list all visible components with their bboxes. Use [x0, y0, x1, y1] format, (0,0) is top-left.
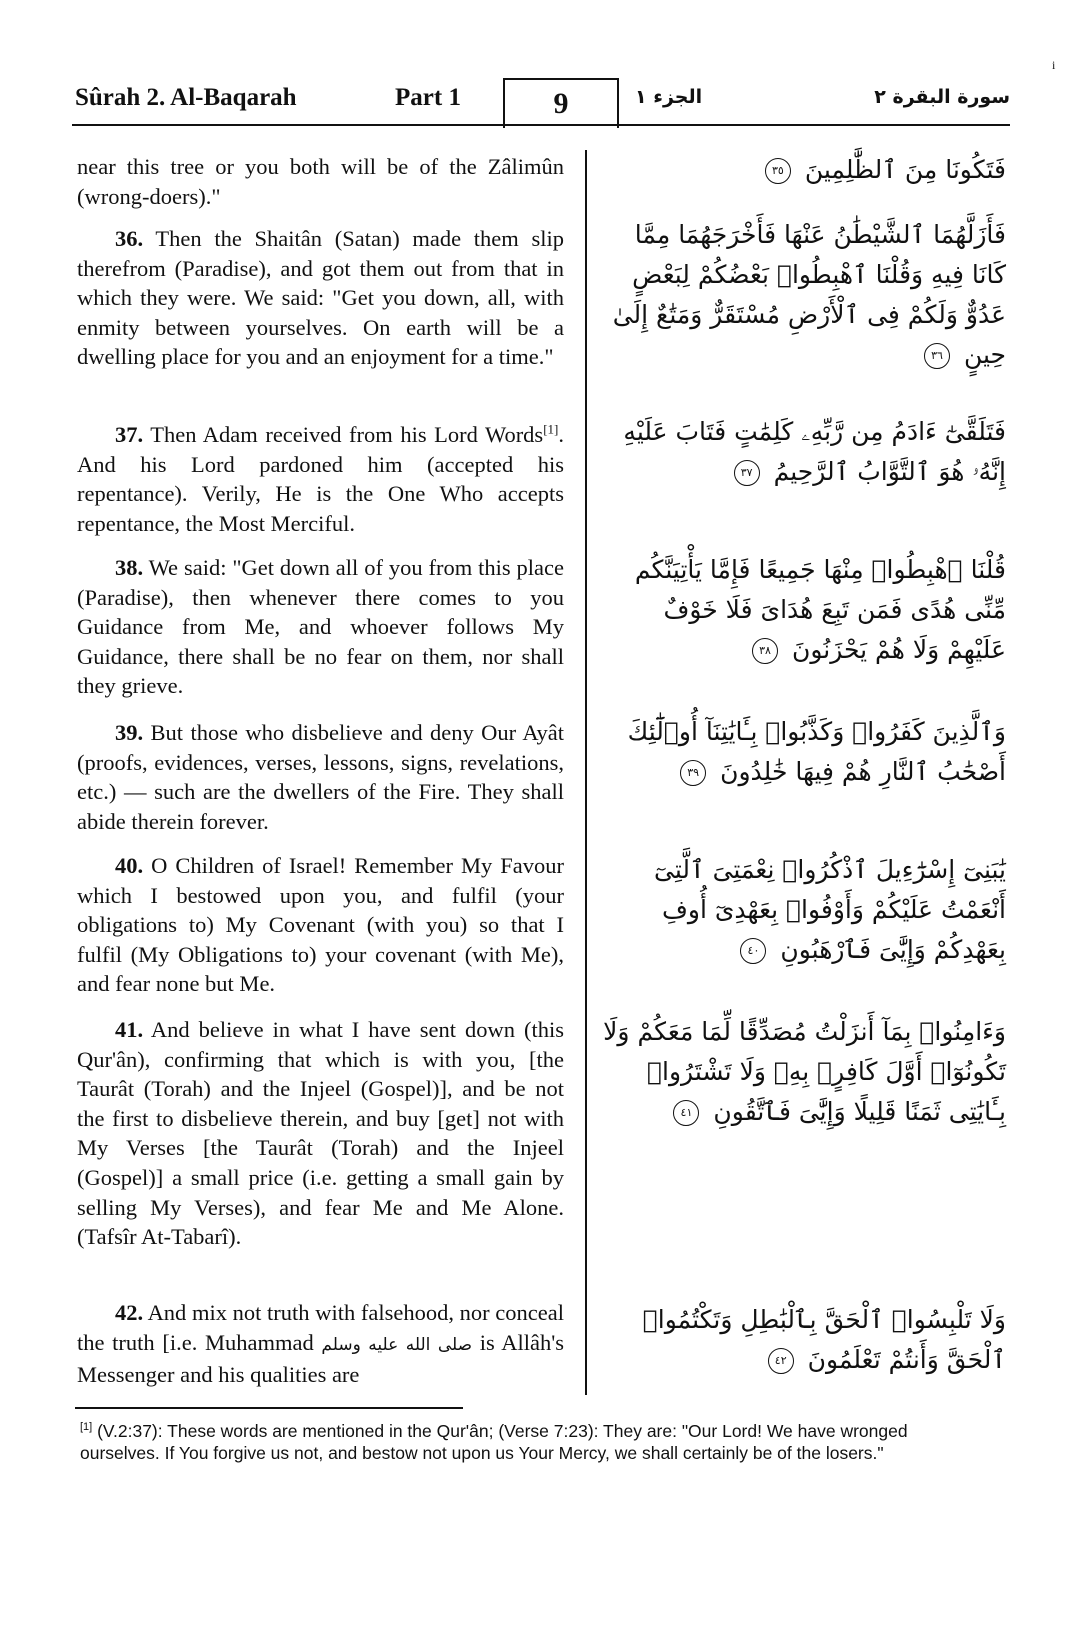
verse-39-ar: [602, 712, 1006, 792]
arabic-text: وَءَامِنُوا۟ بِمَآ أَنزَلْتُ مُصَدِّقًا لِّمَا مَعَكُمْ وَلَا تَكُونُوٓا۟ أَوَّلَ كَافِرٍۭ بِهِۦ وَلَا تَشْتَرُوا۟ بِـَٔايَٰتِى ثَمَنًا قَلِيلًا وَإِيَّٰىَ فَٱتَّقُونِ: [603, 1017, 1006, 1126]
verse-38-en: [77, 553, 564, 701]
verse-end-marker: ٣٦: [924, 343, 950, 369]
page-header: [75, 72, 1010, 127]
column-divider: [585, 150, 587, 1395]
verse-40-en: [77, 851, 564, 999]
verse-35-en: [77, 152, 564, 211]
verse-number: 36.: [115, 226, 144, 251]
corner-mark: i: [1052, 58, 1056, 72]
verse-number: 38.: [115, 555, 144, 580]
arabic-text: وَٱلَّذِينَ كَفَرُوا۟ وَكَذَّبُوا۟ بِـَٔايَٰتِنَآ أُو۟لَٰٓئِكَ أَصْحَٰبُ ٱلنَّارِ هُمْ فِيهَا خَٰلِدُونَ: [627, 717, 1006, 786]
verse-number: 42.: [115, 1300, 144, 1325]
verse-40-ar: [602, 850, 1006, 970]
verse-end-marker: ٤٠: [740, 938, 766, 964]
verse-end-marker: ٣٩: [680, 760, 706, 786]
verse-end-marker: ٤٢: [768, 1348, 794, 1374]
verse-42-ar: [602, 1300, 1006, 1380]
verse-42-en: [77, 1298, 564, 1390]
verse-36-ar: [602, 215, 1006, 375]
arabic-text: قُلْنَا ٱهْبِطُوا۟ مِنْهَا جَمِيعًا فَإِمَّا يَأْتِيَنَّكُم مِّنِّى هُدًى فَمَن تَبِعَ هُدَاىَ فَلَا خَوْفٌ عَلَيْهِمْ وَلَا هُمْ يَحْزَنُونَ: [634, 555, 1006, 664]
verse-end-marker: ٣٧: [734, 460, 760, 486]
verse-number: 40.: [115, 853, 144, 878]
verse-41-en: [77, 1015, 564, 1252]
part-label-ar: الجزء ١: [635, 86, 703, 108]
verse-36-en: [77, 224, 564, 372]
arabic-text: فَتَلَقَّىٰٓ ءَادَمُ مِن رَّبِّهِۦ كَلِمَٰتٍ فَتَابَ عَلَيْهِ إِنَّهُۥ هُوَ ٱلتَّوَّابُ ٱلرَّحِيمُ: [623, 417, 1006, 486]
footnote-marker: [1]: [80, 1421, 93, 1434]
verse-39-en: [77, 718, 564, 836]
verse-text: Then Adam received from his Lord Words: [150, 422, 544, 447]
verse-text: And believe in what I have sent down (this Qur'ân), confirming that which is with you, [the Taurât (Torah) and the Injeel (Gospel)], and be not the first to disbelieve therein, and buy [get] not with My Verses [the Taurât (Torah) and the Injeel (Gospel)] a small price (i.e. getting a small gain by selling My Verses), and fear Me and Me Alone. (Tafsîr At-Tabarî).: [77, 1017, 564, 1250]
surah-title-ar: سورة البقرة ٢: [874, 86, 1010, 108]
footnote: [80, 1420, 942, 1464]
arabic-text: يَٰبَنِىٓ إِسْرَٰٓءِيلَ ٱذْكُرُوا۟ نِعْمَتِىَ ٱلَّتِىٓ أَنْعَمْتُ عَلَيْكُمْ وَأَوْفُوا۟ بِعَهْدِىٓ أُوفِ بِعَهْدِكُمْ وَإِيَّٰىَ فَٱرْهَبُونِ: [653, 855, 1006, 964]
verse-end-marker: ٣٨: [752, 638, 778, 664]
header-rule: [72, 124, 1010, 126]
verse-text-cont: is Allâh's Messenger and his qualities are: [77, 1329, 565, 1388]
surah-title-en: Sûrah 2. Al-Baqarah: [75, 84, 297, 111]
verse-text: near this tree or you both will be of the Zâlimûn (wrong-doers).": [77, 154, 564, 209]
arabic-text: فَتَكُونَا مِنَ ٱلظَّٰلِمِينَ: [804, 155, 1006, 184]
part-label-en: Part 1: [395, 84, 461, 111]
verse-text: O Children of Israel! Remember My Favour which I bestowed upon you, and fulfil (your obligations to) My Covenant (with you) so that I fulfil (My Obligations to) your covenant (with Me), and fear none but Me.: [77, 853, 564, 997]
verse-text: Then the Shaitân (Satan) made them slip therefrom (Paradise), and got them out from that in which they were. We said: "Get you down, all, with enmity between yourselves. On earth will be a dwelling place for you and an enjoyment for a time.": [77, 226, 565, 370]
verse-number: 37.: [115, 422, 144, 447]
arabic-text: وَلَا تَلْبِسُوا۟ ٱلْحَقَّ بِٱلْبَٰطِلِ وَتَكْتُمُوا۟ ٱلْحَقَّ وَأَنتُمْ تَعْلَمُونَ: [642, 1305, 1006, 1374]
verse-35-ar: [602, 150, 1006, 190]
verse-text: But those who disbelieve and deny Our Ayât (proofs, evidences, verses, lessons, signs, revelations, etc.) — such are the dwellers of the Fire. They shall abide therein forever.: [77, 720, 564, 834]
verse-end-marker: ٤١: [673, 1100, 699, 1126]
salawat-inline: صلى الله عليه وسلم: [321, 1334, 473, 1355]
arabic-text: فَأَزَلَّهُمَا ٱلشَّيْطَٰنُ عَنْهَا فَأَخْرَجَهُمَا مِمَّا كَانَا فِيهِ وَقُلْنَا ٱهْبِطُوا۟ بَعْضُكُمْ لِبَعْضٍ عَدُوٌّ وَلَكُمْ فِى ٱلْأَرْضِ مُسْتَقَرٌّ وَمَتَٰعٌ إِلَىٰ حِينٍ: [612, 220, 1006, 369]
verse-number: 39.: [115, 720, 144, 745]
verse-37-ar: [602, 412, 1006, 492]
verse-text-cont: . And his Lord pardoned him (accepted his repentance). Verily, He is the One Who accepts repentance, the Most Merciful.: [77, 422, 564, 536]
verse-41-ar: [602, 1012, 1006, 1132]
verse-text: We said: "Get down all of you from this place (Paradise), then whenever there comes to you Guidance from Me, and whoever follows My Guidance, there shall be no fear on them, nor shall they grieve.: [77, 555, 564, 699]
verse-end-marker: ٣٥: [765, 158, 791, 184]
verse-38-ar: [602, 550, 1006, 670]
footnote-text: (V.2:37): These words are mentioned in the Qur'ân; (Verse 7:23): They are: "Our Lord! We have wronged ourselves. If You forgive us not, and bestow not upon us Your Mercy, we shall certainly be of the losers.": [80, 1421, 908, 1463]
page-number: 9: [503, 78, 619, 128]
verse-number: 41.: [115, 1017, 144, 1042]
verse-text: And mix not truth with falsehood, nor conceal the truth [i.e. Muhammad: [77, 1300, 564, 1355]
footnote-ref[interactable]: [1]: [543, 421, 559, 437]
footnote-rule: [75, 1407, 463, 1409]
verse-37-en: [77, 420, 564, 538]
